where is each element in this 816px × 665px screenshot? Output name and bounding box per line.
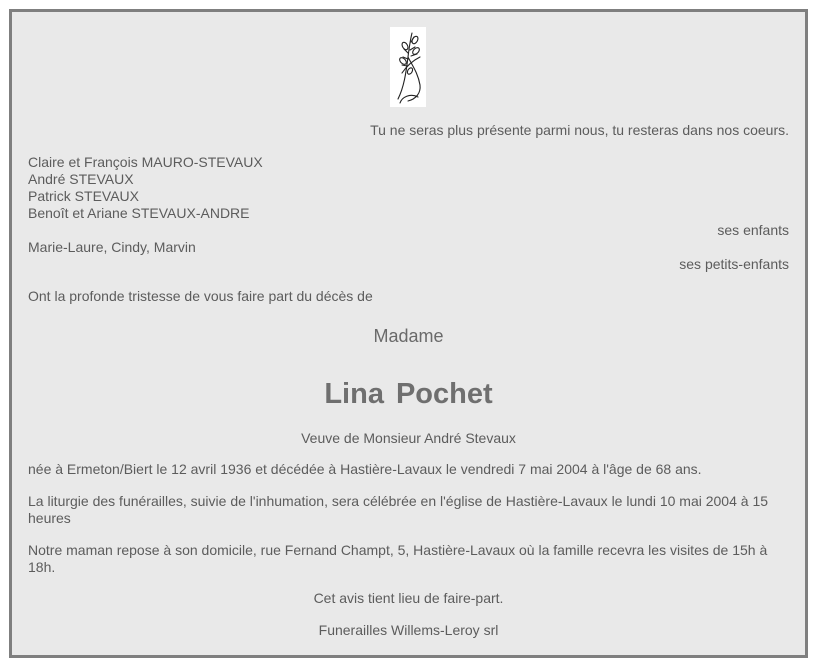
- first-name: Lina: [324, 378, 384, 410]
- children-list: [28, 154, 263, 222]
- grandchildren-list: Marie-Laure, Cindy, Marvin: [28, 239, 196, 255]
- honorific: Madame: [373, 326, 444, 346]
- widow-of: Veuve de Monsieur André Stevaux: [301, 430, 516, 446]
- wheat-sprig-icon: [390, 27, 426, 107]
- grandchildren-label: ses petits-enfants: [679, 256, 789, 272]
- undertaker: Funerailles Willems-Leroy srl: [318, 622, 499, 638]
- epitaph: Tu ne seras plus présente parmi nous, tu resteras dans nos coeurs.: [370, 122, 789, 138]
- list-item: Claire et François MAURO-STEVAUX: [28, 154, 263, 170]
- list-item: André STEVAUX: [28, 171, 134, 187]
- deceased-name: [12, 378, 805, 411]
- list-item: Benoît et Ariane STEVAUX-ANDRE: [28, 205, 250, 221]
- last-name: Pochet: [395, 378, 493, 410]
- birth-death-line: née à Ermeton/Biert le 12 avril 1936 et décédée à Hastière-Lavaux le vendredi 7 mai 2004 à l'âge de 68 ans.: [28, 461, 702, 477]
- list-item: Patrick STEVAUX: [28, 188, 139, 204]
- visitation-details: Notre maman repose à son domicile, rue Fernand Champt, 5, Hastière-Lavaux où la famille recevra les visites de 15h à 18h.: [28, 542, 768, 575]
- funeral-details: La liturgie des funérailles, suivie de l'inhumation, sera célébrée en l'église de Hastière-Lavaux le lundi 10 mai 2004 à 15 heures: [28, 493, 769, 526]
- notice-line: Cet avis tient lieu de faire-part.: [313, 590, 504, 606]
- announcement-intro: Ont la profonde tristesse de vous faire part du décès de: [28, 288, 373, 304]
- obituary-card: [9, 9, 808, 658]
- children-label: ses enfants: [717, 222, 789, 238]
